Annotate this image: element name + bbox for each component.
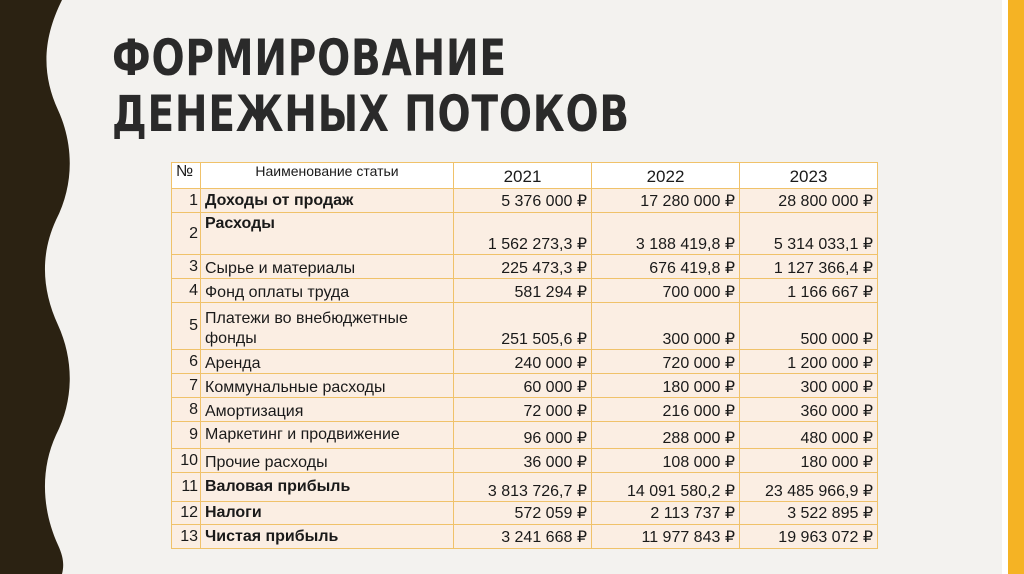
value-2023: 300 000 ₽ (740, 374, 878, 398)
header-2021: 2021 (454, 163, 592, 189)
value-2023: 23 485 966,9 ₽ (740, 473, 878, 502)
value-2021: 240 000 ₽ (454, 350, 592, 374)
value-2023: 1 166 667 ₽ (740, 279, 878, 303)
row-number: 2 (172, 213, 201, 255)
value-2022: 720 000 ₽ (592, 350, 740, 374)
table-row (172, 374, 878, 398)
table-row (172, 449, 878, 473)
table-row (172, 189, 878, 213)
header-2023: 2023 (740, 163, 878, 189)
value-2023: 1 127 366,4 ₽ (740, 255, 878, 279)
row-number: 11 (172, 473, 201, 502)
value-2023: 28 800 000 ₽ (740, 189, 878, 213)
cash-flow-table (171, 162, 878, 549)
header-2022: 2022 (592, 163, 740, 189)
value-2021: 5 376 000 ₽ (454, 189, 592, 213)
row-number: 10 (172, 449, 201, 473)
row-number: 13 (172, 525, 201, 549)
row-name: Доходы от продаж (201, 189, 454, 213)
page-title: ФОРМИРОВАНИЕ ДЕНЕЖНЫХ ПОТОКОВ (112, 29, 630, 143)
value-2023: 5 314 033,1 ₽ (740, 213, 878, 255)
row-name: Амортизация (201, 398, 454, 422)
row-name: Прочие расходы (201, 449, 454, 473)
value-2022: 700 000 ₽ (592, 279, 740, 303)
header-number: № (172, 163, 201, 189)
value-2021: 3 241 668 ₽ (454, 525, 592, 549)
decorative-wave-border (0, 0, 80, 574)
table-row (172, 350, 878, 374)
row-name: Налоги (201, 502, 454, 525)
value-2023: 1 200 000 ₽ (740, 350, 878, 374)
value-2023: 480 000 ₽ (740, 422, 878, 449)
row-name: Чистая прибыль (201, 525, 454, 549)
row-number: 4 (172, 279, 201, 303)
decorative-stripe-gold (1008, 0, 1024, 574)
value-2021: 581 294 ₽ (454, 279, 592, 303)
table-row (172, 422, 878, 449)
row-name: Маркетинг и продвижение (201, 422, 454, 449)
value-2022: 14 091 580,2 ₽ (592, 473, 740, 502)
value-2022: 288 000 ₽ (592, 422, 740, 449)
row-name: Платежи во внебюджетные фонды (201, 303, 454, 350)
row-name: Валовая прибыль (201, 473, 454, 502)
value-2021: 36 000 ₽ (454, 449, 592, 473)
value-2022: 2 113 737 ₽ (592, 502, 740, 525)
value-2021: 1 562 273,3 ₽ (454, 213, 592, 255)
row-number: 9 (172, 422, 201, 449)
row-name: Фонд оплаты труда (201, 279, 454, 303)
value-2021: 251 505,6 ₽ (454, 303, 592, 350)
value-2022: 216 000 ₽ (592, 398, 740, 422)
value-2023: 19 963 072 ₽ (740, 525, 878, 549)
value-2021: 60 000 ₽ (454, 374, 592, 398)
row-name: Аренда (201, 350, 454, 374)
value-2022: 300 000 ₽ (592, 303, 740, 350)
value-2022: 676 419,8 ₽ (592, 255, 740, 279)
value-2023: 180 000 ₽ (740, 449, 878, 473)
row-name: Сырье и материалы (201, 255, 454, 279)
value-2022: 108 000 ₽ (592, 449, 740, 473)
row-number: 5 (172, 303, 201, 350)
table-row (172, 502, 878, 525)
value-2022: 11 977 843 ₽ (592, 525, 740, 549)
table-row (172, 303, 878, 350)
value-2021: 96 000 ₽ (454, 422, 592, 449)
row-name: Коммунальные расходы (201, 374, 454, 398)
value-2021: 225 473,3 ₽ (454, 255, 592, 279)
table-row (172, 525, 878, 549)
value-2022: 180 000 ₽ (592, 374, 740, 398)
row-number: 8 (172, 398, 201, 422)
table-row (172, 255, 878, 279)
row-number: 6 (172, 350, 201, 374)
table-row (172, 473, 878, 502)
value-2021: 72 000 ₽ (454, 398, 592, 422)
value-2021: 3 813 726,7 ₽ (454, 473, 592, 502)
value-2022: 17 280 000 ₽ (592, 189, 740, 213)
value-2021: 572 059 ₽ (454, 502, 592, 525)
table-row (172, 213, 878, 255)
value-2023: 360 000 ₽ (740, 398, 878, 422)
row-number: 3 (172, 255, 201, 279)
value-2023: 500 000 ₽ (740, 303, 878, 350)
row-number: 12 (172, 502, 201, 525)
row-number: 1 (172, 189, 201, 213)
header-name: Наименование статьи (201, 163, 454, 189)
value-2022: 3 188 419,8 ₽ (592, 213, 740, 255)
table-header-row (172, 163, 878, 189)
table-row (172, 279, 878, 303)
value-2023: 3 522 895 ₽ (740, 502, 878, 525)
row-name: Расходы (201, 213, 454, 255)
table-row (172, 398, 878, 422)
row-number: 7 (172, 374, 201, 398)
